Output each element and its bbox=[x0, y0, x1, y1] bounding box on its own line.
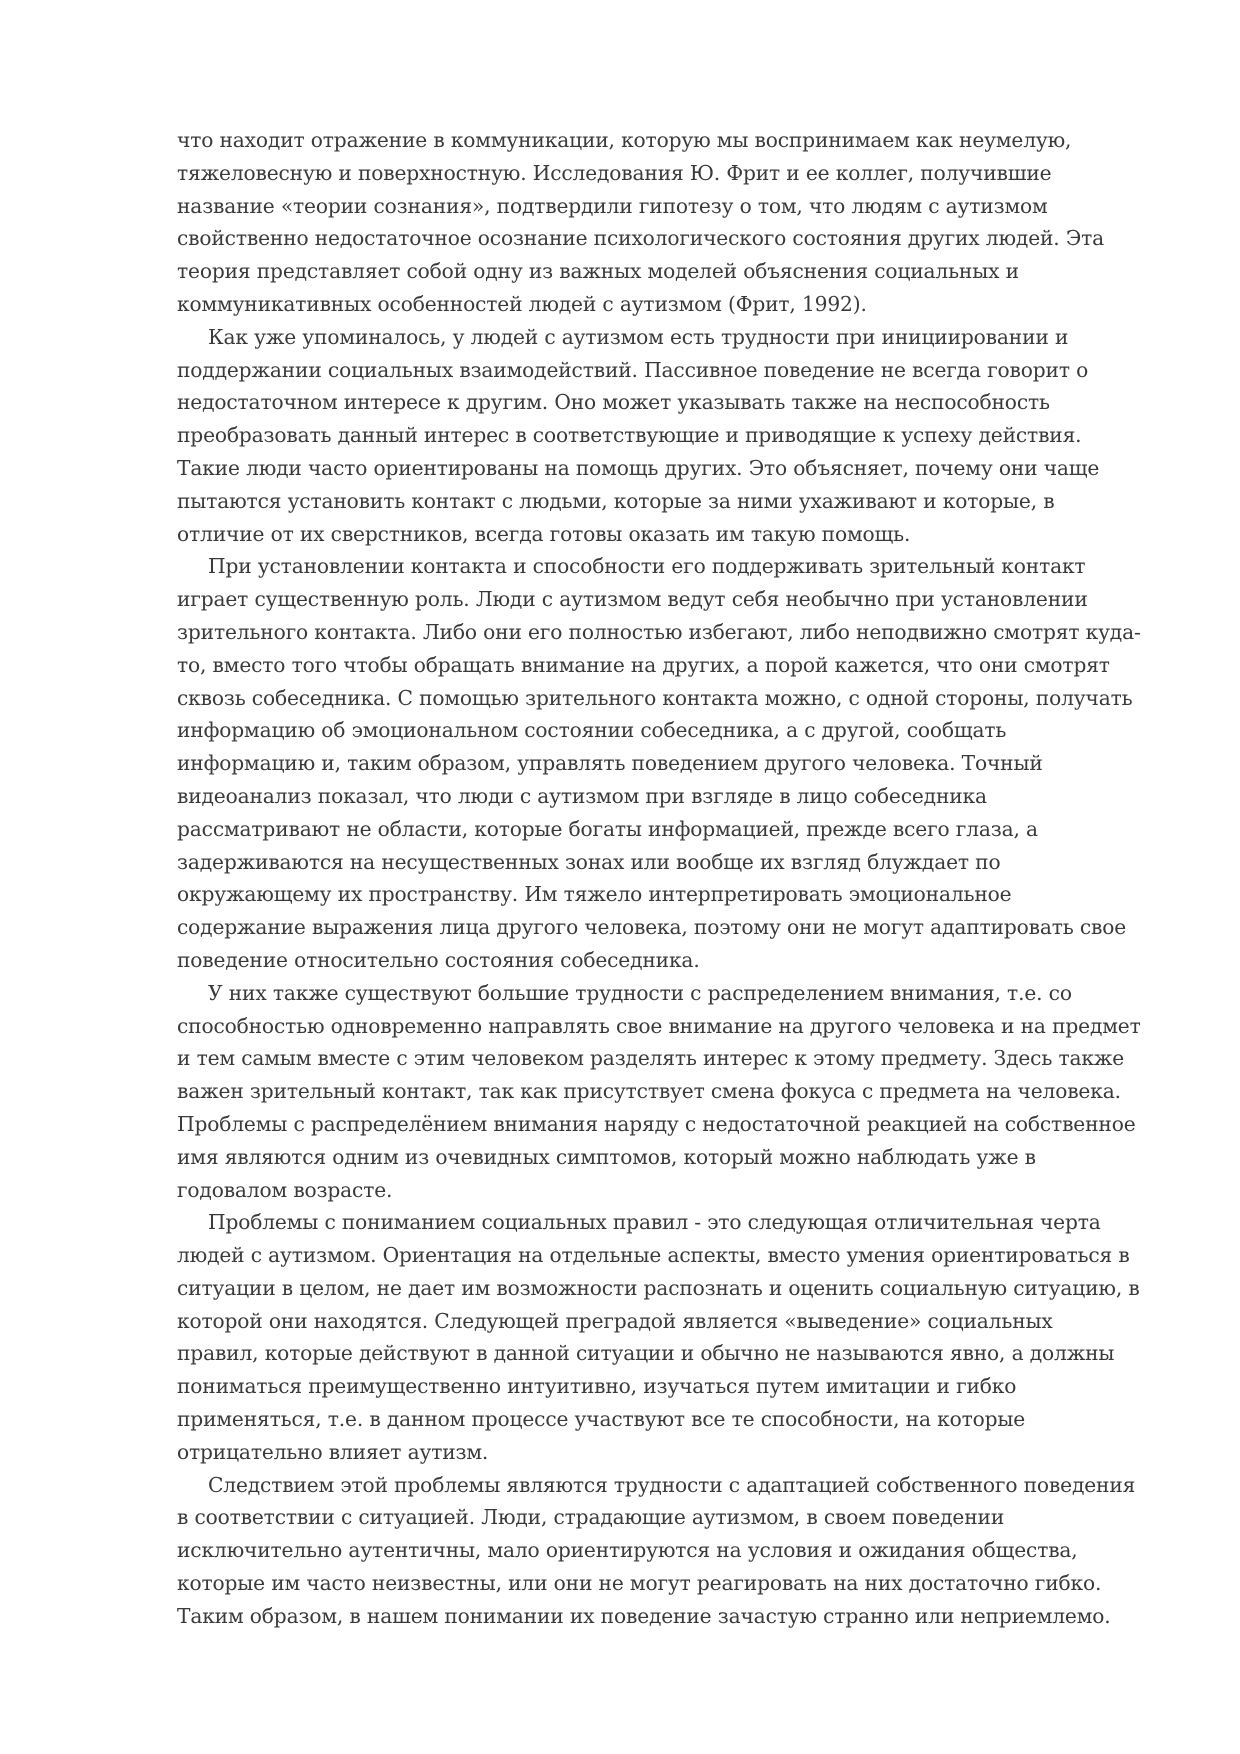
paragraph bbox=[177, 1206, 1145, 1468]
paragraph bbox=[177, 321, 1145, 551]
text-line: людей с аутизмом. Ориентация на отдельные аспекты, вместо умения ориентироваться в bbox=[177, 1243, 1130, 1268]
text-line: информацию об эмоциональном состоянии собеседника, а с другой, сообщать bbox=[177, 718, 1007, 743]
text-line: рассматривают не области, которые богаты информацией, прежде всего глаза, а bbox=[177, 816, 1038, 841]
text-line: пытаются установить контакт с людьми, которые за ними ухаживают и которые, в bbox=[177, 488, 1055, 513]
text-line: годовалом возрасте. bbox=[177, 1177, 393, 1202]
text-line: пониматься преимущественно интуитивно, изучаться путем имитации и гибко bbox=[177, 1374, 1017, 1399]
text-line: Проблемы с пониманием социальных правил - это следующая отличительная черта bbox=[208, 1210, 1101, 1235]
paragraph bbox=[177, 124, 1145, 321]
text-line: применяться, т.е. в данном процессе участвуют все те способности, на которые bbox=[177, 1407, 1026, 1432]
text-line: содержание выражения лица другого человека, поэтому они не могут адаптировать свое bbox=[177, 915, 1127, 940]
text-line: Таким образом, в нашем понимании их поведение зачастую странно или неприемлемо. bbox=[177, 1603, 1111, 1628]
paragraph bbox=[177, 977, 1145, 1207]
text-line: коммуникативных особенностей людей с аутизмом (Фрит, 1992). bbox=[177, 291, 867, 316]
text-line: исключительно аутентичны, мало ориентируются на условия и ожидания общества, bbox=[177, 1538, 1078, 1563]
text-line: недостаточном интересе к другим. Оно может указывать также на неспособность bbox=[177, 390, 1050, 415]
text-line: При установлении контакта и способности его поддерживать зрительный контакт bbox=[208, 554, 1086, 579]
text-line: задерживаются на несущественных зонах или вообще их взгляд блуждает по bbox=[177, 849, 1001, 874]
text-line: правил, которые действуют в данной ситуации и обычно не называются явно, а должны bbox=[177, 1341, 1115, 1366]
text-line: У них также существуют большие трудности с распределением внимания, т.е. со bbox=[208, 980, 1072, 1005]
text-line: название «теории сознания», подтвердили гипотезу о том, что людям с аутизмом bbox=[177, 193, 1048, 218]
text-line: тяжеловесную и поверхностную. Исследования Ю. Фрит и ее коллег, получившие bbox=[177, 160, 1052, 185]
text-line: теория представляет собой одну из важных моделей объяснения социальных и bbox=[177, 259, 1019, 284]
text-line: зрительного контакта. Либо они его полностью избегают, либо неподвижно смотрят куда- bbox=[177, 619, 1141, 644]
text-line: что находит отражение в коммуникации, которую мы воспринимаем как неумелую, bbox=[177, 128, 1072, 152]
text-line: поведение относительно состояния собеседника. bbox=[177, 947, 700, 972]
text-line: Как уже упоминалось, у людей с аутизмом есть трудности при инициировании и bbox=[208, 324, 1069, 349]
text-line: сквозь собеседника. С помощью зрительного контакта можно, с одной стороны, получать bbox=[177, 685, 1133, 710]
text-line: свойственно недостаточное осознание психологического состояния других людей. Эта bbox=[177, 226, 1105, 251]
text-line: способностью одновременно направлять свое внимание на другого человека и на предмет bbox=[177, 1013, 1141, 1038]
text-line: отрицательно влияет аутизм. bbox=[177, 1439, 489, 1464]
text-line: ситуации в целом, не дает им возможности распознать и оценить социальную ситуацию, в bbox=[177, 1275, 1140, 1300]
text-line: Следствием этой проблемы являются трудности с адаптацией собственного поведения bbox=[208, 1472, 1136, 1497]
text-line: то, вместо того чтобы обращать внимание на других, а порой кажется, что они смотрят bbox=[177, 652, 1110, 677]
text-line: имя являются одним из очевидных симптомов, который можно наблюдать уже в bbox=[177, 1144, 1036, 1169]
text-line: Проблемы с распределёнием внимания наряду с недостаточной реакцией на собственное bbox=[177, 1111, 1136, 1136]
text-line: видеоанализ показал, что люди с аутизмом при взгляде в лицо собеседника bbox=[177, 783, 987, 808]
text-line: окружающему их пространству. Им тяжело интерпретировать эмоциональное bbox=[177, 882, 1012, 907]
text-line: играет существенную роль. Люди с аутизмом ведут себя необычно при установлении bbox=[177, 587, 1088, 612]
text-line: поддержании социальных взаимодействий. Пассивное поведение не всегда говорит о bbox=[177, 357, 1089, 382]
text-line: которые им часто неизвестны, или они не могут реагировать на них достаточно гибко. bbox=[177, 1571, 1102, 1596]
text-line: и тем самым вместе с этим человеком разделять интерес к этому предмету. Здесь также bbox=[177, 1046, 1125, 1071]
text-line: информацию и, таким образом, управлять поведением другого человека. Точный bbox=[177, 751, 1043, 776]
paragraph bbox=[177, 550, 1145, 976]
text-line: в соответствии с ситуацией. Люди, страдающие аутизмом, в своем поведении bbox=[177, 1505, 1005, 1530]
paragraph bbox=[177, 1469, 1145, 1633]
text-line: преобразовать данный интерес в соответствующие и приводящие к успеху действия. bbox=[177, 423, 1082, 448]
text-line: отличие от их сверстников, всегда готовы оказать им такую помощь. bbox=[177, 521, 911, 546]
text-line: которой они находятся. Следующей преградой является «выведение» социальных bbox=[177, 1308, 1053, 1333]
body-text bbox=[177, 124, 1145, 1633]
text-line: Такие люди часто ориентированы на помощь других. Это объясняет, почему они чаще bbox=[177, 455, 1100, 480]
text-line: важен зрительный контакт, так как присутствует смена фокуса с предмета на человека. bbox=[177, 1079, 1121, 1104]
